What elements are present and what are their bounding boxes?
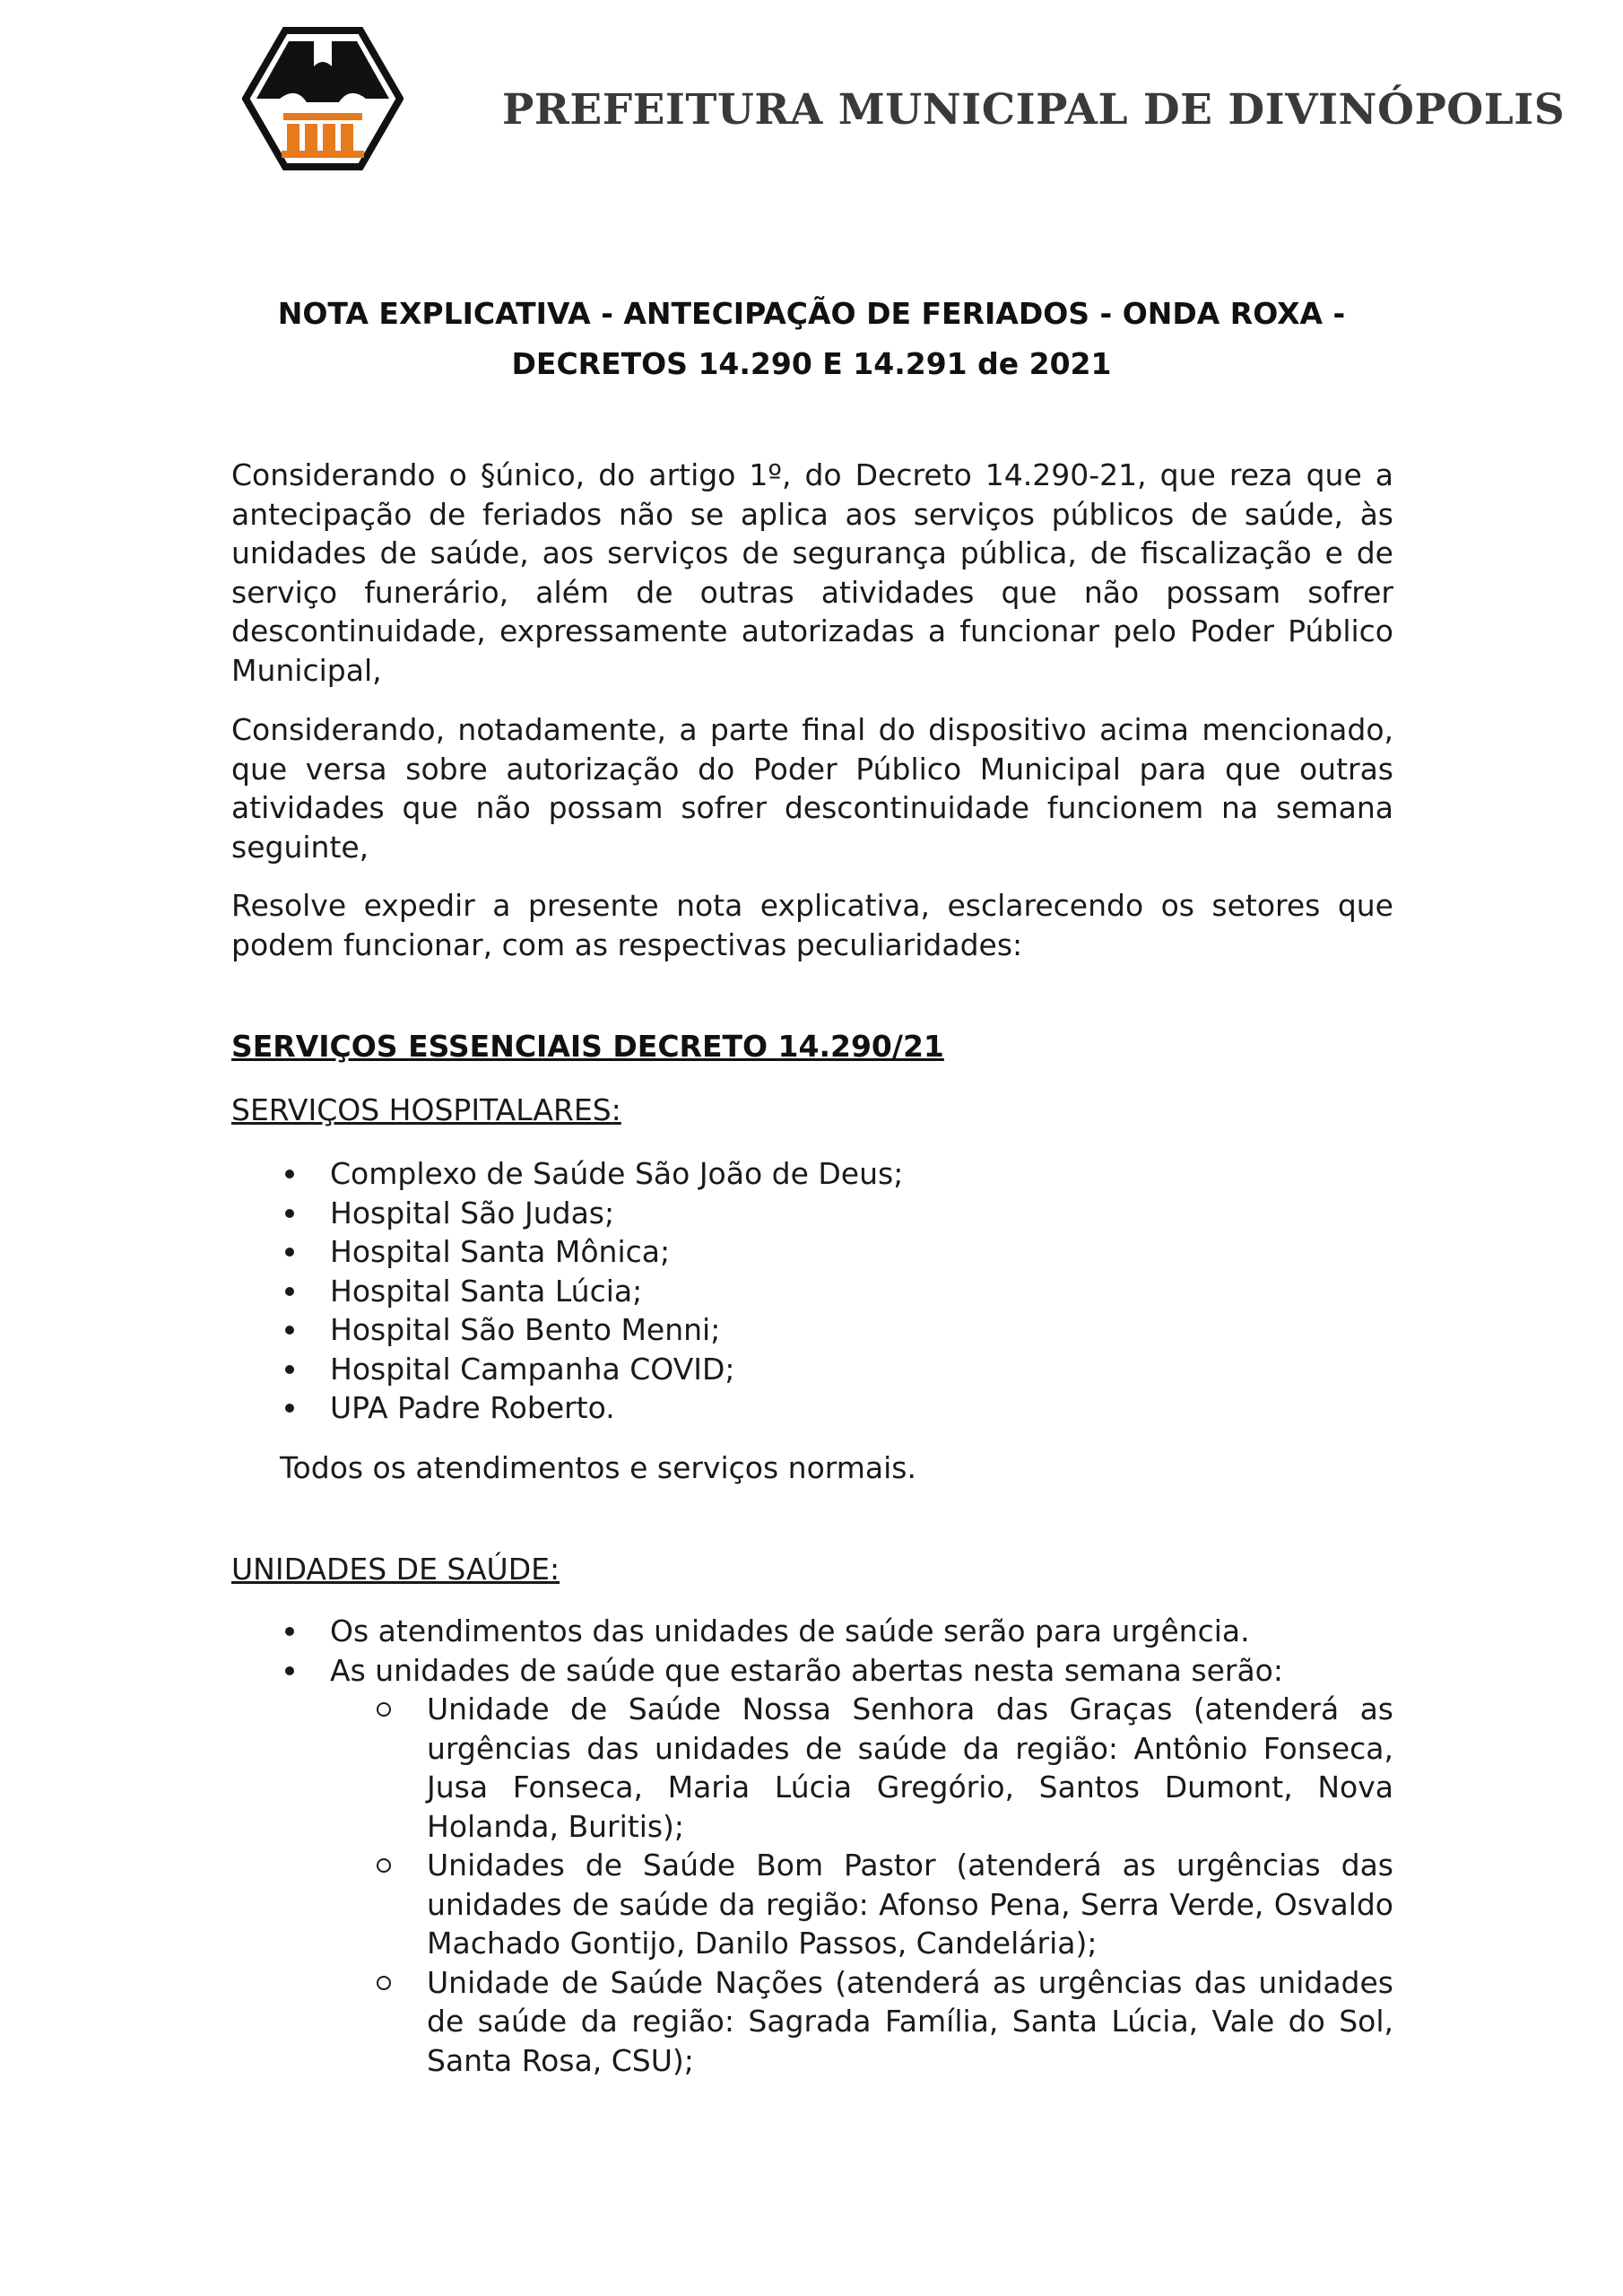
sublist-item: Unidades de Saúde Bom Pastor (atenderá as urgências das unidades de saúde da região: Afonso Pena, Serra Verde, Osvaldo Machado Gontijo, Danilo Passos, Candelária); xyxy=(377,1846,1393,1963)
list-item: Hospital São Bento Menni; xyxy=(280,1310,903,1350)
paragraph-considerando-1: Considerando o §único, do artigo 1º, do Decreto 14.290-21, que reza que a antecipação de feriados não se aplica aos serviços públicos de saúde, às unidades de saúde, aos serviços de segurança pública, de fiscalização e de serviço funerário, além de outras atividades que não possam sofrer descontinuidade, expressamente autorizadas a funcionar pelo Poder Público Municipal, xyxy=(231,457,1393,688)
list-item: Hospital Santa Mônica; xyxy=(280,1232,903,1272)
list-item: Os atendimentos das unidades de saúde serão para urgência. xyxy=(280,1612,1283,1651)
health-units-list xyxy=(280,1612,1283,1690)
section-heading-essential-services: SERVIÇOS ESSENCIAIS DECRETO 14.290/21 xyxy=(231,1029,944,1064)
sublist-item: Unidade de Saúde Nossa Senhora das Graças (atenderá as urgências das unidades de saúde da região: Antônio Fonseca, Jusa Fonseca, Maria Lúcia Gregório, Santos Dumont, Nova Holanda, Buritis); xyxy=(377,1690,1393,1846)
subheading-hospital-services: SERVIÇOS HOSPITALARES: xyxy=(231,1092,621,1127)
list-item: Complexo de Saúde São João de Deus; xyxy=(280,1154,903,1194)
list-item: Hospital Santa Lúcia; xyxy=(280,1272,903,1311)
city-coat-of-arms-icon xyxy=(242,27,404,170)
hospital-list xyxy=(280,1154,903,1428)
sublist-item: Unidade de Saúde Nações (atenderá as urgências das unidades de saúde da região: Sagrada Família, Santa Lúcia, Vale do Sol, Santa Rosa, CSU); xyxy=(377,1963,1393,2081)
list-item: Hospital São Judas; xyxy=(280,1194,903,1233)
document-title-line-1: NOTA EXPLICATIVA - ANTECIPAÇÃO DE FERIADOS - ONDA ROXA - xyxy=(277,296,1346,331)
document-title xyxy=(233,289,1390,389)
hospital-note: Todos os atendimentos e serviços normais. xyxy=(280,1450,916,1485)
list-item: As unidades de saúde que estarão abertas nesta semana serão: xyxy=(280,1651,1283,1691)
list-item: UPA Padre Roberto. xyxy=(280,1388,903,1428)
list-item: Hospital Campanha COVID; xyxy=(280,1350,903,1389)
municipality-header-title: PREFEITURA MUNICIPAL DE DIVINÓPOLIS xyxy=(502,85,1566,135)
open-health-units-sublist xyxy=(377,1690,1393,2080)
subheading-health-units: UNIDADES DE SAÚDE: xyxy=(231,1552,560,1587)
paragraph-considerando-2: Considerando, notadamente, a parte final do dispositivo acima mencionado, que versa sobre autorização do Poder Público Municipal para que outras atividades que não possam sofrer descontinuidade funcionem na semana seguinte, xyxy=(231,712,1393,865)
paragraph-resolve: Resolve expedir a presente nota explicativa, esclarecendo os setores que podem funcionar, com as respectivas peculiaridades: xyxy=(231,888,1393,962)
document-title-line-2: DECRETOS 14.290 E 14.291 de 2021 xyxy=(511,346,1112,381)
